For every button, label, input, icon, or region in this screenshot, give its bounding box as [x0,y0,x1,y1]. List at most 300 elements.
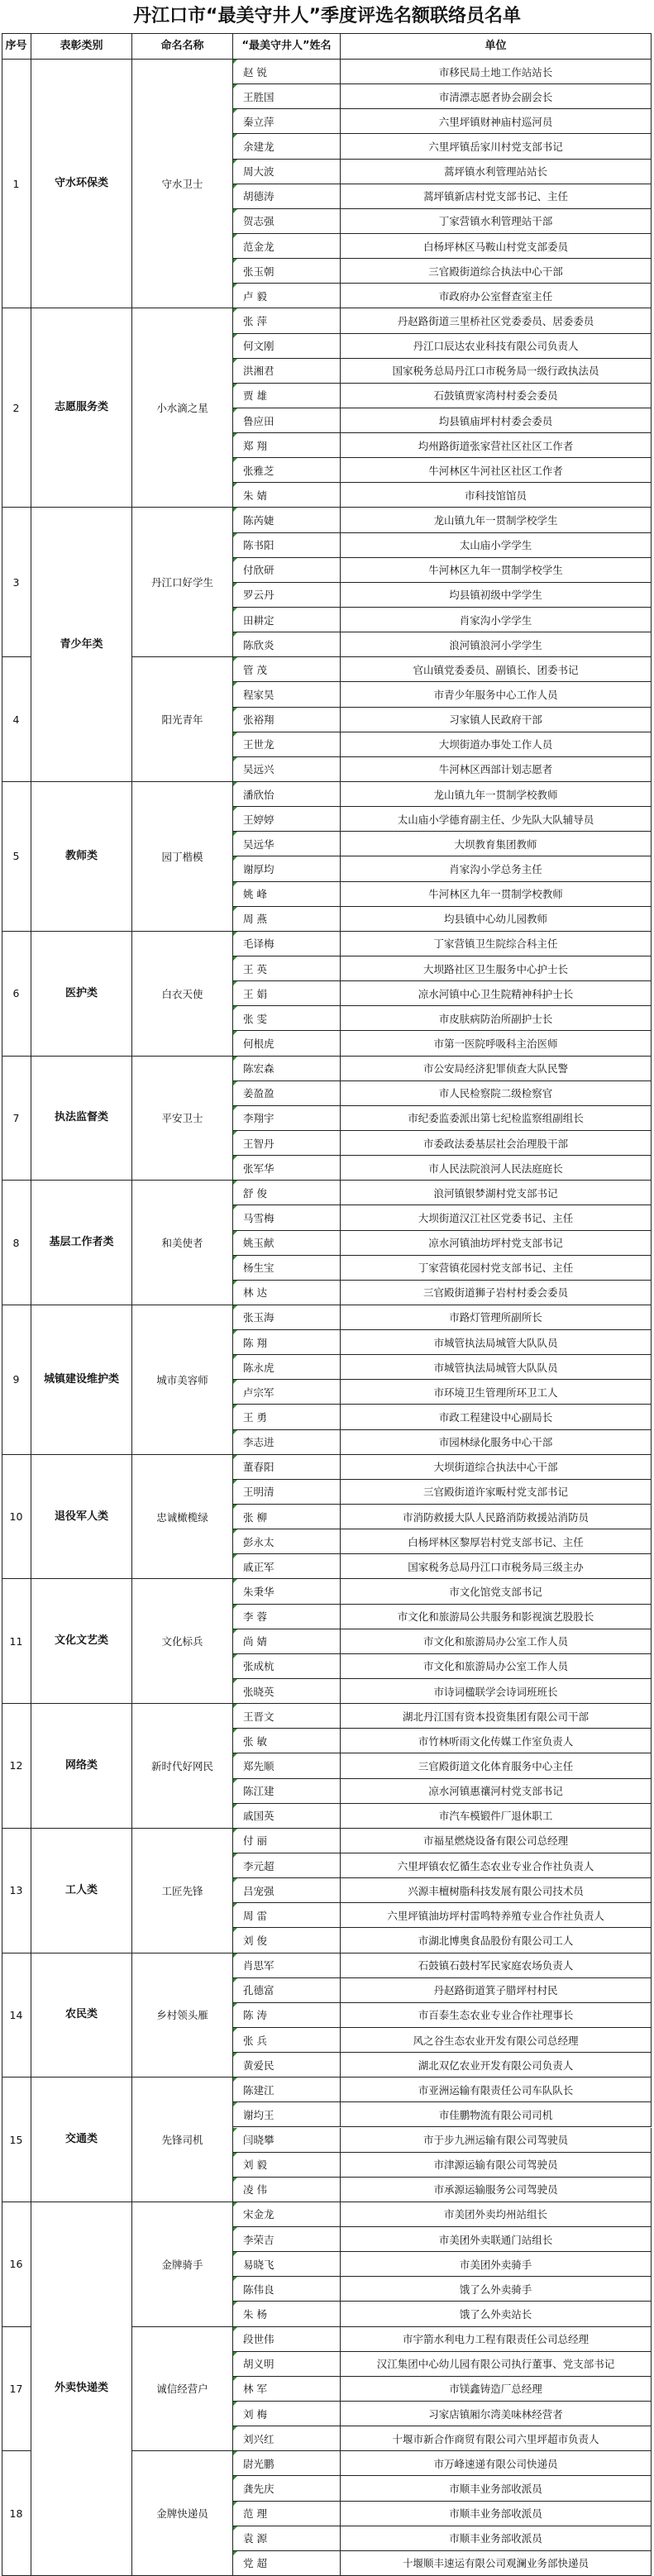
unit-cell: 龙山镇九年一贯制学校学生 [341,508,652,532]
unit-cell: 肖家沟小学总务主任 [341,856,652,881]
comment-marker-icon [233,1430,237,1434]
person-name: 周 雷 [233,1903,341,1928]
comment-marker-icon [233,334,237,338]
comment-marker-icon [233,1903,237,1907]
person-name: 陈伟良 [233,2277,341,2302]
person-name: 朱 婧 [233,483,341,508]
seq-cell: 12 [2,1704,31,1829]
person-name: 范金龙 [233,234,341,259]
person-name: 黄爱民 [233,2053,341,2077]
unit-cell: 市诗词楹联学会诗词班班长 [341,1679,652,1704]
unit-cell: 习家店镇厢尔湾美味林经营者 [341,2402,652,2426]
comment-marker-icon [233,2451,237,2455]
person-name: 鲁应田 [233,408,341,433]
person-name: 姚玉献 [233,1231,341,1256]
person-name: 闫晓攀 [233,2128,341,2153]
person-name: 龚先庆 [233,2476,341,2501]
person-name: 吕宠强 [233,1878,341,1903]
unit-cell: 市移民局土地工作站站长 [341,60,652,84]
person-name: 谢厚均 [233,856,341,881]
category-cell: 工人类 [31,1829,132,1953]
seq-cell: 14 [2,1953,31,2078]
comment-marker-icon [233,1081,237,1085]
unit-cell: 市顺丰业务部收派员 [341,2502,652,2526]
person-name: 郑 翔 [233,433,341,458]
unit-cell: 国家税务总局丹江口市税务局一级行政执法员 [341,359,652,384]
comment-marker-icon [233,2377,237,2381]
comment-marker-icon [233,259,237,263]
comment-marker-icon [233,1804,237,1808]
unit-cell: 浪河镇浪河小学学生 [341,632,652,657]
person-name: 林 达 [233,1281,341,1305]
comment-marker-icon [233,1057,237,1061]
comment-marker-icon [233,2252,237,2256]
person-name: 贺志强 [233,209,341,234]
person-name: 尉光鹏 [233,2451,341,2476]
person-name: 谢均王 [233,2102,341,2127]
seq-cell: 2 [2,308,31,508]
person-name: 余建龙 [233,134,341,159]
category-cell: 青少年类 [31,508,132,782]
category-cell: 网络类 [31,1704,132,1829]
seq-cell: 18 [2,2451,31,2576]
comment-marker-icon [233,657,237,661]
comment-marker-icon [233,1131,237,1135]
comment-marker-icon [233,2128,237,2132]
comment-marker-icon [233,1579,237,1583]
category-cell: 退役军人类 [31,1455,132,1580]
comment-marker-icon [233,1853,237,1858]
person-name: 张 敏 [233,1729,341,1753]
unit-cell: 丁家营镇卫生院综合科主任 [341,932,652,956]
unit-cell: 饿了么外卖站长 [341,2302,652,2326]
category-cell: 外卖快递类 [31,2202,132,2576]
unit-cell: 湖北丹江国有资本投资集团有限公司干部 [341,1704,652,1729]
person-name: 吴远华 [233,832,341,856]
unit-cell: 浪河镇银梦湖村党支部书记 [341,1181,652,1205]
person-name: 张玉海 [233,1305,341,1330]
award-cell: 先锋司机 [132,2077,233,2202]
comment-marker-icon [233,856,237,861]
unit-cell: 市文化和旅游局公共服务和影视演艺股股长 [341,1605,652,1629]
seq-cell: 10 [2,1455,31,1580]
comment-marker-icon [233,1330,237,1334]
person-name: 陈永虎 [233,1355,341,1380]
unit-cell: 市政工程建设中心副局长 [341,1405,652,1429]
comment-marker-icon [233,533,237,537]
unit-cell: 市科技馆馆员 [341,483,652,508]
unit-cell: 丹江口辰达农业科技有限公司负责人 [341,334,652,359]
comment-marker-icon [233,2077,237,2082]
unit-cell: 市文化和旅游局办公室工作人员 [341,1654,652,1679]
comment-marker-icon [233,782,237,786]
category-cell: 守水环保类 [31,60,132,308]
seq-cell: 5 [2,782,31,932]
unit-cell: 肖家沟小学学生 [341,608,652,632]
unit-cell: 六里坪镇油坊坪村雷鸣特养殖专业合作社负责人 [341,1903,652,1928]
seq-cell: 8 [2,1181,31,1305]
unit-cell: 市顺丰业务部收派员 [341,2476,652,2501]
comment-marker-icon [233,209,237,213]
unit-cell: 市顺丰业务部收派员 [341,2526,652,2551]
comment-marker-icon [233,1031,237,1035]
unit-cell: 六里坪镇岳家川村党支部书记 [341,134,652,159]
person-name: 秦立萍 [233,109,341,134]
unit-cell: 市福星燃烧设备有限公司总经理 [341,1829,652,1853]
unit-cell: 蒿坪镇新店村党支部书记、主任 [341,184,652,209]
comment-marker-icon [233,2551,237,2555]
person-name: 洪湘君 [233,359,341,384]
award-cell: 忠诚橄榄绿 [132,1455,233,1580]
person-name: 张 萍 [233,308,341,333]
comment-marker-icon [233,308,237,312]
unit-cell: 市环境卫生管理所环卫工人 [341,1380,652,1405]
unit-cell: 丹赵路街道三里桥社区党委委员、居委委员 [341,308,652,333]
seq-cell: 1 [2,60,31,308]
comment-marker-icon [233,1554,237,1558]
person-name: 陈书阳 [233,533,341,558]
seq-cell: 16 [2,2202,31,2327]
comment-marker-icon [233,160,237,164]
comment-marker-icon [233,1106,237,1110]
unit-cell: 三官殿街道许家畈村党支部书记 [341,1480,652,1505]
unit-cell: 市园林绿化服务中心干部 [341,1430,652,1455]
comment-marker-icon [233,1878,237,1882]
person-name: 朱秉华 [233,1579,341,1604]
unit-cell: 十堰市新合作商贸有限公司六里坪超市负责人 [341,2426,652,2451]
person-name: 陈江建 [233,1779,341,1804]
person-name: 姚 峰 [233,882,341,907]
person-name: 袁 源 [233,2526,341,2551]
person-name: 陈欣炎 [233,632,341,657]
person-name: 李翔宇 [233,1106,341,1131]
unit-cell: 龙山镇九年一贯制学校教师 [341,782,652,807]
unit-cell: 国家税务总局丹江口市税务局三级主办 [341,1554,652,1579]
unit-cell: 市青少年服务中心工作人员 [341,682,652,707]
comment-marker-icon [233,1704,237,1708]
unit-cell: 大坝街道办事处工作人员 [341,732,652,757]
comment-marker-icon [233,2003,237,2007]
person-name: 尚 婧 [233,1629,341,1654]
unit-cell: 蒿坪镇水利管理站站长 [341,160,652,184]
comment-marker-icon [233,508,237,512]
comment-marker-icon [233,981,237,985]
comment-marker-icon [233,1156,237,1160]
unit-cell: 市人民检察院二级检察官 [341,1081,652,1106]
comment-marker-icon [233,1380,237,1384]
category-cell: 医护类 [31,932,132,1057]
comment-marker-icon [233,2402,237,2406]
unit-cell: 十堰顺丰速运有限公司观澜业务部快递员 [341,2551,652,2576]
comment-marker-icon [233,408,237,413]
person-name: 刘兴红 [233,2426,341,2451]
person-name: 郑先顺 [233,1753,341,1778]
award-cell: 和美使者 [132,1181,233,1305]
seq-cell: 15 [2,2077,31,2202]
award-cell: 园丁楷模 [132,782,233,932]
comment-marker-icon [233,1505,237,1509]
unit-cell: 大坝街道汉江社区党委书记、主任 [341,1205,652,1230]
unit-cell: 三官殿街道狮子岩村村委会委员 [341,1281,652,1305]
comment-marker-icon [233,1256,237,1260]
award-cell: 平安卫士 [132,1057,233,1181]
person-name: 田耕定 [233,608,341,632]
comment-marker-icon [233,384,237,388]
person-name: 肖思军 [233,1953,341,1978]
comment-marker-icon [233,2277,237,2281]
comment-marker-icon [233,732,237,737]
unit-cell: 白杨坪林区马鞍山村党支部委员 [341,234,652,259]
person-name: 刘 俊 [233,1928,341,1953]
person-name: 姜盈盈 [233,1081,341,1106]
unit-cell: 市消防救援大队人民路消防救援站消防员 [341,1505,652,1529]
person-name: 陈 翔 [233,1330,341,1355]
person-name: 陈芮婕 [233,508,341,532]
person-name: 程家昊 [233,682,341,707]
comment-marker-icon [233,1355,237,1359]
comment-marker-icon [233,1405,237,1409]
comment-marker-icon [233,2476,237,2480]
comment-marker-icon [233,907,237,911]
seq-cell: 7 [2,1057,31,1181]
person-name: 王婷婷 [233,807,341,832]
person-name: 刘 毅 [233,2153,341,2178]
person-name: 宋金龙 [233,2202,341,2227]
comment-marker-icon [233,1181,237,1185]
person-name: 彭永太 [233,1529,341,1554]
person-name: 周 燕 [233,907,341,932]
category-cell: 农民类 [31,1953,132,2078]
person-name: 陈 涛 [233,2003,341,2028]
category-cell: 文化文艺类 [31,1579,132,1704]
person-name: 陈宏森 [233,1057,341,1081]
comment-marker-icon [233,1679,237,1683]
seq-cell: 4 [2,657,31,782]
award-cell: 白衣天使 [132,932,233,1057]
unit-cell: 三官殿街道文化体育服务中心主任 [341,1753,652,1778]
unit-cell: 石鼓镇石鼓村军民家庭农场负责人 [341,1953,652,1978]
unit-cell: 汉江集团中心幼儿园有限公司执行董事、党支部书记 [341,2352,652,2377]
person-name: 孔德富 [233,1978,341,2003]
unit-cell: 丹赵路街道箕子腊坪村村民 [341,1978,652,2003]
comment-marker-icon [233,608,237,612]
comment-marker-icon [233,1480,237,1484]
person-name: 胡德涛 [233,184,341,209]
unit-cell: 石鼓镇贾家湾村村委会委员 [341,384,652,408]
person-name: 王 娟 [233,981,341,1006]
unit-cell: 白杨坪林区黎厚岩村党支部书记、主任 [341,1529,652,1554]
category-cell: 志愿服务类 [31,308,132,508]
unit-cell: 市万峰速递有限公司快递员 [341,2451,652,2476]
person-name: 李荣吉 [233,2227,341,2252]
comment-marker-icon [233,1928,237,1932]
comment-marker-icon [233,2426,237,2431]
comment-marker-icon [233,807,237,811]
unit-cell: 市竹林听雨文化传媒工作室负责人 [341,1729,652,1753]
unit-cell: 市百泰生态农业专业合作社理事长 [341,2003,652,2028]
category-cell: 基层工作者类 [31,1181,132,1305]
unit-cell: 兴源丰檀树脂科技发展有限公司技术员 [341,1878,652,1903]
comment-marker-icon [233,1753,237,1758]
unit-cell: 市第一医院呼吸科主治医师 [341,1031,652,1056]
award-cell: 小水滴之星 [132,308,233,508]
award-cell: 乡村领头雁 [132,1953,233,2078]
unit-cell: 市亚洲运输有限责任公司车队队长 [341,2077,652,2102]
seq-cell: 11 [2,1579,31,1704]
person-name: 罗云丹 [233,583,341,608]
unit-cell: 大坝街道综合执法中心干部 [341,1455,652,1480]
award-cell: 金牌快递员 [132,2451,233,2576]
unit-cell: 湖北双亿农业开发有限公司负责人 [341,2053,652,2077]
unit-cell: 市津源运输有限公司驾驶员 [341,2153,652,2178]
unit-cell: 市湖北博奥食品股份有限公司工人 [341,1928,652,1953]
comment-marker-icon [233,757,237,761]
unit-cell: 习家镇人民政府干部 [341,708,652,732]
comment-marker-icon [233,1654,237,1658]
comment-marker-icon [233,1455,237,1459]
comment-marker-icon [233,2227,237,2231]
comment-marker-icon [233,1006,237,1010]
comment-marker-icon [233,2153,237,2157]
unit-cell: 市城管执法局城管大队队员 [341,1330,652,1355]
unit-cell: 凉水河镇惠禳河村党支部书记 [341,1779,652,1804]
unit-cell: 三官殿街道综合执法中心干部 [341,259,652,284]
person-name: 付欣研 [233,558,341,583]
comment-marker-icon [233,1729,237,1733]
person-name: 张雅芝 [233,458,341,483]
page-title: 丹江口市“最美守井人”季度评选名额联络员名单 [133,6,521,26]
comment-marker-icon [233,1629,237,1634]
person-name: 赵 锐 [233,60,341,84]
person-name: 杨生宝 [233,1256,341,1281]
comment-marker-icon [233,2526,237,2531]
unit-cell: 大坝教育集团教师 [341,832,652,856]
person-name: 党 超 [233,2551,341,2576]
unit-cell: 市公安局经济犯罪侦查大队民警 [341,1057,652,1081]
unit-cell: 市承源运输服务公司驾驶员 [341,2178,652,2202]
comment-marker-icon [233,583,237,587]
comment-marker-icon [233,2302,237,2306]
comment-marker-icon [233,433,237,437]
unit-cell: 均州路街道张家营社区社区工作者 [341,433,652,458]
header-unit: 单位 [341,33,652,60]
person-name: 朱 杨 [233,2302,341,2326]
comment-marker-icon [233,2028,237,2032]
person-name: 王智丹 [233,1131,341,1156]
award-cell: 工匠先锋 [132,1829,233,1953]
header-seq: 序号 [2,33,31,60]
unit-cell: 市宇箭水利电力工程有限责任公司总经理 [341,2327,652,2352]
unit-cell: 市于步九洲运输有限公司驾驶员 [341,2128,652,2153]
award-cell: 新时代好网民 [132,1704,233,1829]
unit-cell: 丁家营镇花园村党支部书记、主任 [341,1256,652,1281]
comment-marker-icon [233,2202,237,2206]
comment-marker-icon [233,956,237,961]
unit-cell: 市人民法院浪河人民法庭庭长 [341,1156,652,1181]
comment-marker-icon [233,882,237,886]
person-name: 贾 雄 [233,384,341,408]
comment-marker-icon [233,284,237,288]
comment-marker-icon [233,2178,237,2182]
comment-marker-icon [233,932,237,936]
comment-marker-icon [233,1953,237,1958]
comment-marker-icon [233,2327,237,2331]
person-name: 卢宗军 [233,1380,341,1405]
person-name: 周大波 [233,160,341,184]
person-name: 李志进 [233,1430,341,1455]
comment-marker-icon [233,708,237,712]
person-name: 董春阳 [233,1455,341,1480]
person-name: 戚国英 [233,1804,341,1829]
unit-cell: 均县镇初级中学学生 [341,583,652,608]
unit-cell: 牛河林区九年一贯制学校教师 [341,882,652,907]
person-name: 张 柳 [233,1505,341,1529]
comment-marker-icon [233,1529,237,1534]
comment-marker-icon [233,60,237,64]
unit-cell: 六里坪镇财神庙村巡河员 [341,109,652,134]
unit-cell: 市政府办公室督查室主任 [341,284,652,308]
comment-marker-icon [233,1205,237,1209]
person-name: 张 雯 [233,1006,341,1031]
comment-marker-icon [233,458,237,462]
comment-marker-icon [233,359,237,363]
person-name: 张晓英 [233,1679,341,1704]
unit-cell: 市文化馆党支部书记 [341,1579,652,1604]
comment-marker-icon [233,84,237,88]
unit-cell: 六里坪镇农忆循生态农业专业合作社负责人 [341,1853,652,1878]
header-person: “最美守井人”姓名 [233,33,341,60]
comment-marker-icon [233,1231,237,1235]
unit-cell: 饿了么外卖骑手 [341,2277,652,2302]
person-name: 何根虎 [233,1031,341,1056]
person-name: 李 蓉 [233,1605,341,1629]
comment-marker-icon [233,2102,237,2106]
unit-cell: 市清漂志愿者协会副会长 [341,84,652,109]
award-cell: 守水卫士 [132,60,233,308]
unit-cell: 市汽车模锻件厂退休职工 [341,1804,652,1829]
comment-marker-icon [233,632,237,637]
unit-cell: 均县镇庙坪村村委会委员 [341,408,652,433]
unit-cell: 市镁鑫铸造厂总经理 [341,2377,652,2402]
unit-cell: 丁家营镇水利管理站干部 [341,209,652,234]
unit-cell: 市皮肤病防治所副护士长 [341,1006,652,1031]
unit-cell: 市文化和旅游局办公室工作人员 [341,1629,652,1654]
person-name: 林 军 [233,2377,341,2402]
person-name: 凌 伟 [233,2178,341,2202]
unit-cell: 市路灯管理所副所长 [341,1305,652,1330]
person-name: 张军华 [233,1156,341,1181]
person-name: 舒 俊 [233,1181,341,1205]
unit-cell: 市美团外卖骑手 [341,2252,652,2277]
comment-marker-icon [233,234,237,238]
comment-marker-icon [233,184,237,188]
unit-cell: 市佳鹏物流有限公司司机 [341,2102,652,2127]
comment-marker-icon [233,2053,237,2057]
unit-cell: 风之谷生态农业开发有限公司总经理 [341,2028,652,2053]
category-cell: 城镇建设维护类 [31,1305,132,1455]
comment-marker-icon [233,1829,237,1833]
header-award: 命名名称 [132,33,233,60]
person-name: 张 兵 [233,2028,341,2053]
comment-marker-icon [233,134,237,138]
person-name: 管 茂 [233,657,341,682]
comment-marker-icon [233,2352,237,2356]
award-cell: 丹江口好学生 [132,508,233,657]
person-name: 王胜国 [233,84,341,109]
award-cell: 文化标兵 [132,1579,233,1704]
person-name: 段世伟 [233,2327,341,2352]
unit-cell: 市纪委监委派出第七纪检监察组副组长 [341,1106,652,1131]
